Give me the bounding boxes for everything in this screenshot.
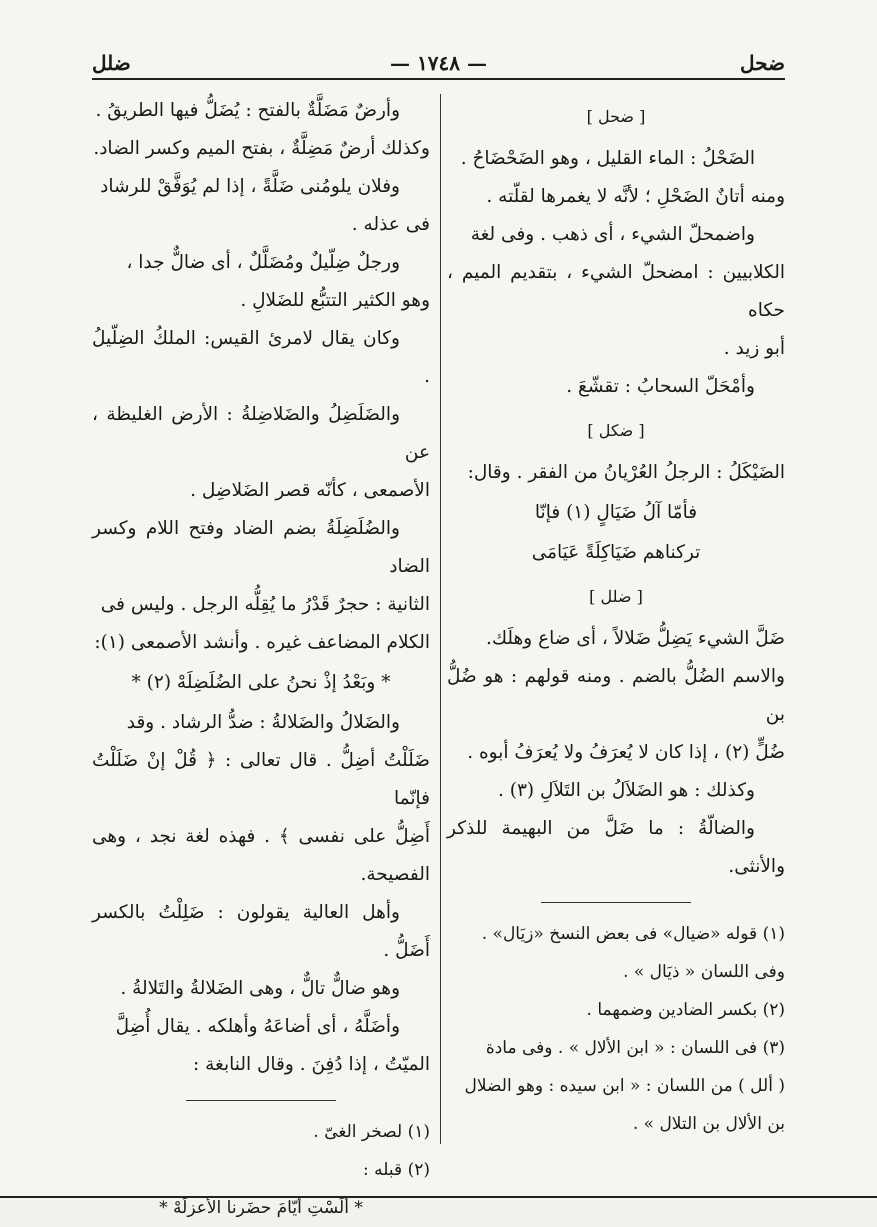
text-line: الكلابيين : امضحلّ الشيء ، بتقديم الميم ، حكاه bbox=[447, 262, 785, 321]
text-line: ضُلٍّ (٢) ، إذا كان لا يُعرَفُ ولا يُعرَفُ أبوه . bbox=[467, 742, 785, 763]
text-line: وكذلك : هو الضَلاَلُ بن التَلاَلِ (٣) . bbox=[497, 780, 755, 801]
header-right-word: ضحل bbox=[739, 51, 785, 75]
footnote-line: (١) قوله «ضيال» فى بعض النسخ «زيَال» . bbox=[481, 924, 785, 944]
footnote-line: (٣) فى اللسان : « ابن الألال » . وفى مادة bbox=[485, 1038, 785, 1058]
page-columns bbox=[92, 92, 785, 1218]
text-line: ضَلَلْتُ أضِلُّ . قال تعالى : ﴿ قُلْ إنْ ضَلَلْتُ فإنّما bbox=[92, 750, 430, 809]
text-line: الميّتُ ، إذا دُفِنَ . وقال النابغة : bbox=[193, 1054, 430, 1075]
column-divider bbox=[440, 94, 441, 1144]
footnote-line: (٢) قبله : bbox=[363, 1160, 430, 1180]
footnote-line: ( ألل ) من اللسان : « ابن سيده : وهو الضلال bbox=[464, 1076, 785, 1096]
entry-title-dakal: [ ضكل ] bbox=[587, 421, 645, 440]
entry-title-dahal: [ ضحل ] bbox=[586, 107, 646, 126]
text-line: الضَيْكَلُ : الرجلُ العُرْيانُ من الفقر . وقال: bbox=[467, 462, 785, 483]
text-line: وكان يقال لامرئ القيس: الملكُ الضِلّيلُ . bbox=[92, 328, 430, 387]
bottom-rule bbox=[0, 1196, 877, 1198]
text-line: واضمحلّ الشيء ، أى ذهب . وفى لغة bbox=[470, 224, 755, 245]
text-line: وهو ضالٌّ تالٌّ ، وهى الضَلالةُ والتَلالةُ . bbox=[120, 978, 400, 999]
text-line: ومنه أتانٌ الضَحْلِ ؛ لأنَّه لا يغمرها لقلّته . bbox=[486, 186, 785, 207]
verse-line: تركناهم ضَيَاكِلَةً عَيَامَى bbox=[531, 542, 701, 563]
footnote-line: بن الألال بن التلال » . bbox=[632, 1114, 785, 1134]
text-line: وأمْحَلّ السحابُ : تقشّعَ . bbox=[566, 376, 755, 397]
text-line: وأرضٌ مَضَلَّةٌ بالفتح : يُضَلُّ فيها الطريقُ . bbox=[95, 100, 400, 121]
text-line: فى عذله . bbox=[351, 214, 430, 235]
text-line: أبو زيد . bbox=[723, 338, 785, 359]
text-line: وفلان يلومُنى ضَلَّةً ، إذا لم يُوَفَّقْ للرشاد bbox=[100, 176, 400, 197]
text-line: الثانية : حجرٌ قَدْرُ ما يُقِلُّه الرجل . وليس فى bbox=[100, 594, 430, 615]
text-line: والضُلَضِلَةُ بضم الضاد وفتح اللام وكسر الضاد bbox=[92, 518, 430, 577]
text-line: ضَلَّ الشيء يَضِلُّ ضَلالاً ، أى ضاع وهلَك. bbox=[485, 628, 785, 649]
left-column bbox=[92, 92, 430, 1227]
page-header bbox=[92, 48, 785, 80]
text-line: والاسم الضُلُّ بالضم . ومنه قولهم : هو ضُلُّ بن bbox=[447, 666, 785, 725]
entry-title-dalal: [ ضلل ] bbox=[589, 587, 643, 606]
footnote-rule bbox=[541, 902, 691, 903]
text-line: وكذلك أرضٌ مَضِلَّةٌ ، بفتح الميم وكسر الضاد. bbox=[93, 138, 430, 159]
text-line: والضالّةُ : ما ضَلَّ من البهيمة للذكر والأنثى. bbox=[447, 818, 785, 877]
text-line: وهو الكثير التتبُّع للضَلالِ . bbox=[240, 290, 430, 311]
footnote-rule bbox=[186, 1100, 336, 1101]
text-line: وأهل العالية يقولون : ضَلِلْتُ بالكسر أَضَلُّ . bbox=[92, 902, 430, 961]
text-line: وأضَلَّهُ ، أى أضاعَهُ وأهلكه . يقال أُضِلَّ bbox=[115, 1016, 400, 1037]
text-line: والضَلالُ والضَلالةُ : ضدُّ الرشاد . وقد bbox=[126, 712, 400, 733]
text-line: أَضِلُّ على نفسى ﴾ . فهذه لغة نجد ، وهى الفصيحة. bbox=[92, 826, 430, 885]
footnote-line: وفى اللسان « ذيَال » . bbox=[623, 962, 785, 982]
right-column bbox=[447, 92, 785, 1143]
footnote-verse: * ألَسْتِ أيّامَ حضَرنا الأعزلَهْ * bbox=[159, 1198, 363, 1218]
header-left-word: ضلل bbox=[92, 51, 131, 75]
text-line: والضَلَضِلُ والضَلاضِلةُ : الأرض الغليظة ، عن bbox=[92, 404, 430, 463]
verse-line: فأمّا آلُ ضَيَالٍ (١) فإنّا bbox=[534, 502, 698, 523]
footnote-line: (٢) بكسر الضادين وضمهما . bbox=[586, 1000, 785, 1020]
text-line: الضَحْلُ : الماء القليل ، وهو الضَحْضَاحُ . bbox=[460, 148, 755, 169]
footnote-line: (١) لصخر الغىّ . bbox=[313, 1122, 430, 1142]
text-line: الكلام المضاعف غيره . وأنشد الأصمعى (١): bbox=[94, 632, 430, 653]
verse-line: * وبَعْدُ إذْ نحنُ على الضُلَضِلَهْ (٢) * bbox=[131, 672, 391, 693]
page-number: — ١٧٤٨ — bbox=[390, 51, 487, 75]
text-line: ورجلٌ ضِلّيلٌ ومُضَلَّلٌ ، أى ضالٌّ جدا ، bbox=[126, 252, 400, 273]
text-line: الأصمعى ، كأنّه قصر الضَلاضِل . bbox=[190, 480, 430, 501]
